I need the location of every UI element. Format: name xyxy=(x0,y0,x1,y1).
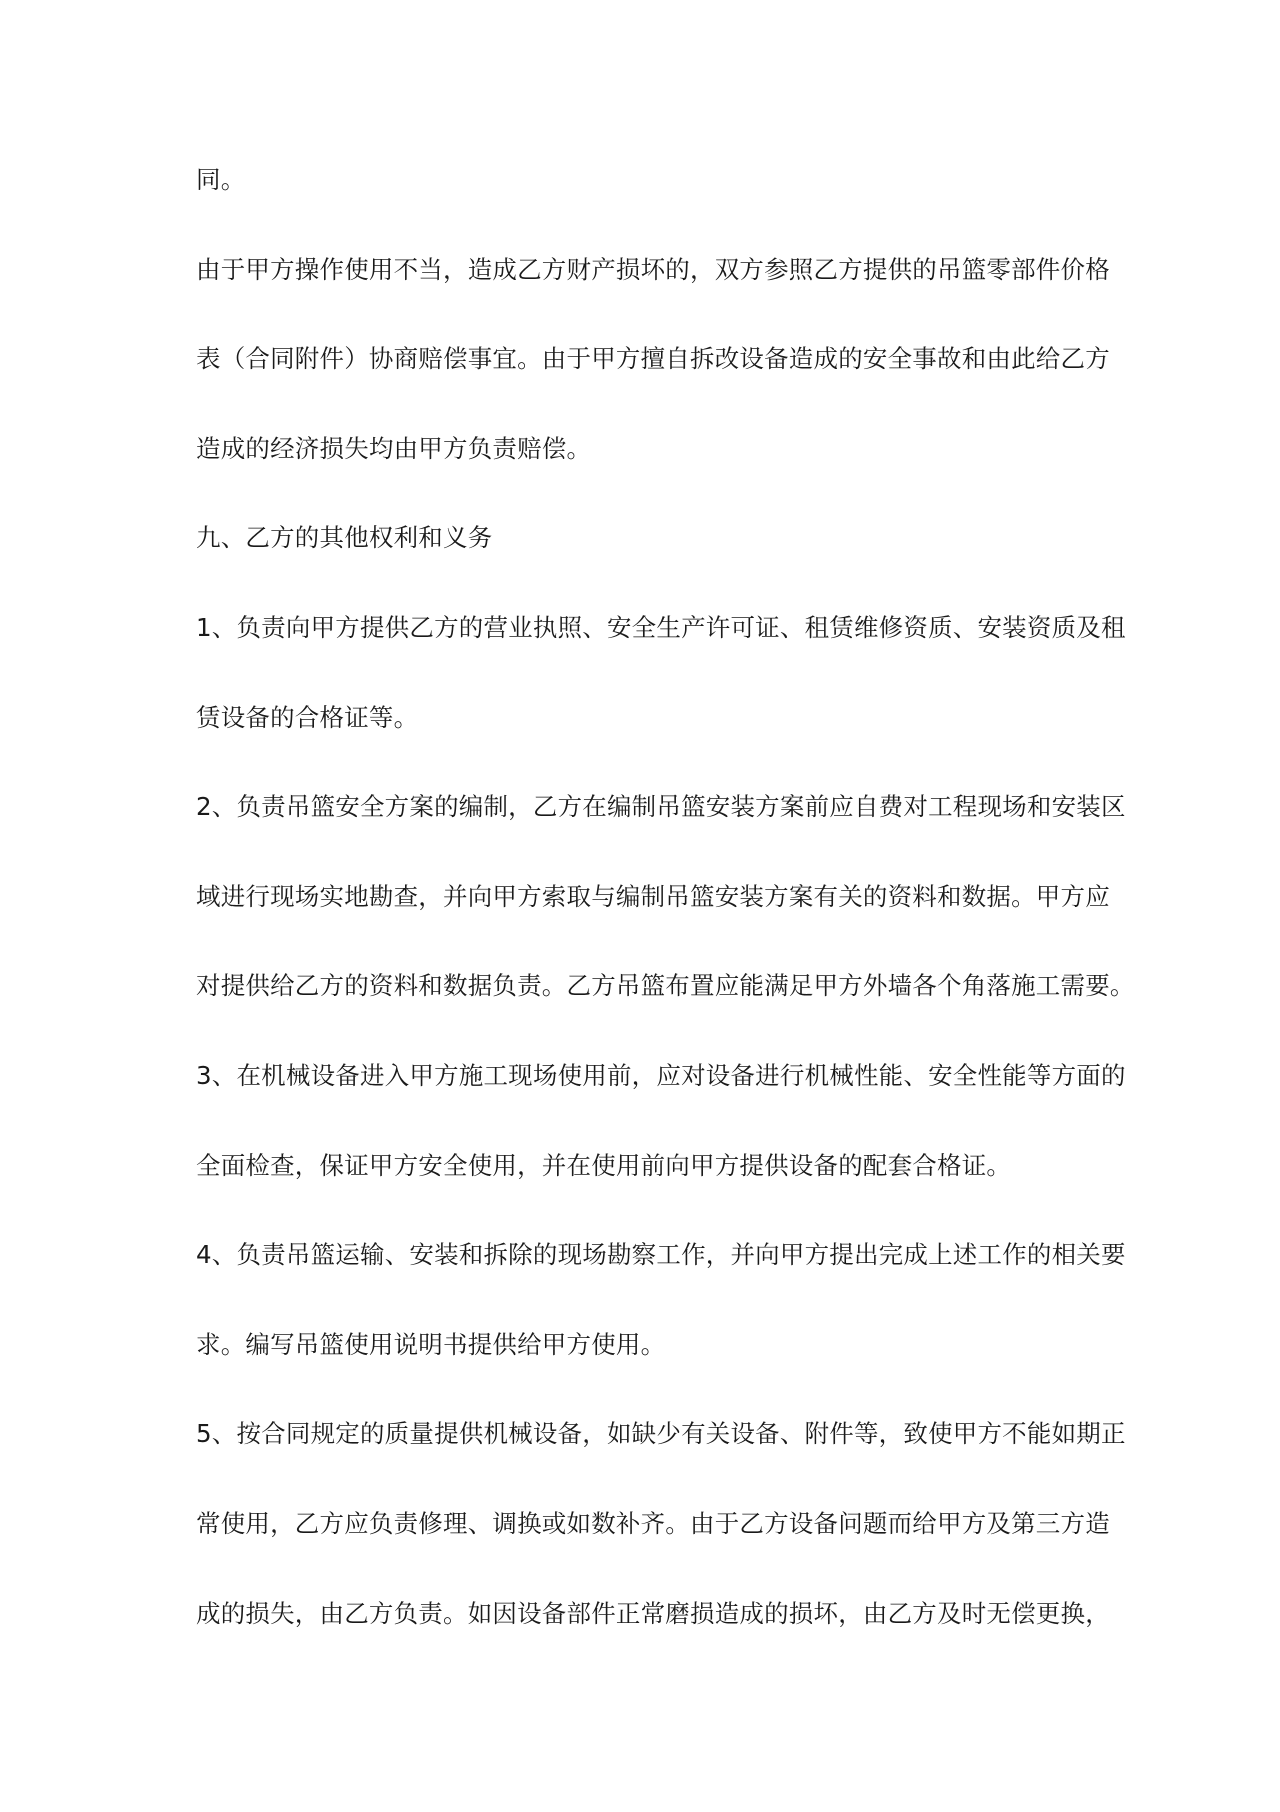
text-line: 造成的经济损失均由甲方负责赔偿。 xyxy=(196,433,592,463)
text-line: 3、在机械设备进入甲方施工现场使用前，应对设备进行机械性能、安全性能等方面的 xyxy=(196,1060,1126,1090)
text-line: 对提供给乙方的资料和数据负责。乙方吊篮布置应能满足甲方外墙各个角落施工需要。 xyxy=(196,971,1135,1001)
text-line: 九、乙方的其他权利和义务 xyxy=(196,523,493,553)
text-line: 常使用，乙方应负责修理、调换或如数补齐。由于乙方设备问题而给甲方及第三方造 xyxy=(196,1508,1110,1538)
text-line: 成的损失，由乙方负责。如因设备部件正常磨损造成的损坏，由乙方及时无偿更换， xyxy=(196,1598,1110,1628)
text-line: 域进行现场实地勘查，并向甲方索取与编制吊篮安装方案有关的资料和数据。甲方应 xyxy=(196,881,1110,911)
text-line: 4、负责吊篮运输、安装和拆除的现场勘察工作，并向甲方提出完成上述工作的相关要 xyxy=(196,1240,1126,1270)
text-line: 赁设备的合格证等。 xyxy=(196,702,419,732)
document-page xyxy=(196,135,1135,1658)
text-line: 5、按合同规定的质量提供机械设备，如缺少有关设备、附件等，致使甲方不能如期正 xyxy=(196,1419,1126,1449)
text-line: 1、负责向甲方提供乙方的营业执照、安全生产许可证、租赁维修资质、安装资质及租 xyxy=(196,612,1126,642)
text-line: 表（合同附件）协商赔偿事宜。由于甲方擅自拆改设备造成的安全事故和由此给乙方 xyxy=(196,344,1110,374)
text-line: 求。编写吊篮使用说明书提供给甲方使用。 xyxy=(196,1329,666,1359)
text-line: 全面检查，保证甲方安全使用，并在使用前向甲方提供设备的配套合格证。 xyxy=(196,1150,1012,1180)
text-line: 由于甲方操作使用不当，造成乙方财产损坏的，双方参照乙方提供的吊篮零部件价格 xyxy=(196,254,1110,284)
text-line: 同。 xyxy=(196,165,246,194)
text-line: 2、负责吊篮安全方案的编制，乙方在编制吊篮安装方案前应自费对工程现场和安装区 xyxy=(196,792,1126,822)
